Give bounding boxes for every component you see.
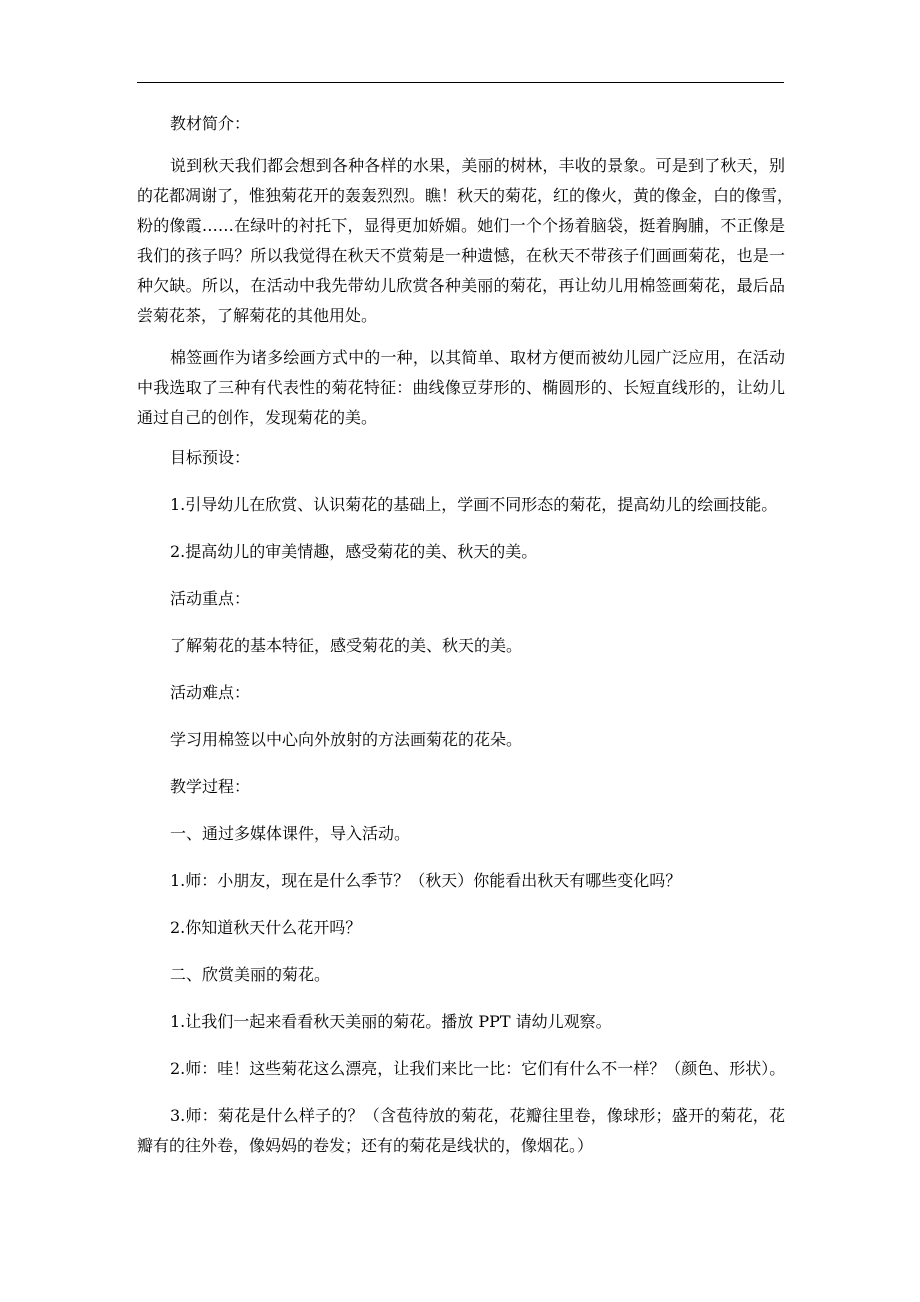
process-step-item: 1.师：小朋友，现在是什么季节？（秋天）你能看出秋天有哪些变化吗？ xyxy=(170,871,682,890)
objective-item: 2.提高幼儿的审美情趣，感受菊花的美、秋天的美。 xyxy=(170,542,538,561)
objective-item: 1.引导幼儿在欣赏、认识菊花的基础上，学画不同形态的菊花，提高幼儿的绘画技能。 xyxy=(170,495,778,514)
key-point-text: 了解菊花的基本特征，感受菊花的美、秋天的美。 xyxy=(170,636,523,655)
heading-objectives: 目标预设： xyxy=(170,448,251,467)
process-step-item: 1.让我们一起来看看秋天美丽的菊花。播放 PPT 请幼儿观察。 xyxy=(170,1012,612,1031)
intro-paragraph-line: 我们的孩子吗？所以我觉得在秋天不赏菊是一种遗憾，在秋天不带孩子们画画菊花，也是一 xyxy=(137,246,785,265)
intro-paragraph-line: 的花都凋谢了，惟独菊花开的轰轰烈烈。瞧！秋天的菊花，红的像火，黄的像金，白的像雪， xyxy=(137,186,794,205)
heading-textbook-intro: 教材简介： xyxy=(170,114,251,133)
heading-key-points: 活动重点： xyxy=(170,589,251,608)
heading-teaching-process: 教学过程： xyxy=(170,777,251,796)
intro-paragraph-line: 尝菊花茶，了解菊花的其他用处。 xyxy=(137,306,378,325)
process-step-item: 2.你知道秋天什么花开吗？ xyxy=(170,918,362,937)
difficulty-text: 学习用棉签以中心向外放射的方法画菊花的花朵。 xyxy=(170,730,523,749)
process-step-heading: 一、通过多媒体课件，导入活动。 xyxy=(170,824,411,843)
method-paragraph-line: 棉签画作为诸多绘画方式中的一种，以其简单、取材方便而被幼儿园广泛应用，在活动 xyxy=(170,348,785,367)
intro-paragraph-line: 粉的像霞……在绿叶的衬托下，显得更加娇媚。她们一个个扬着脑袋，挺着胸脯，不正像是 xyxy=(137,216,785,235)
method-paragraph-line: 通过自己的创作，发现菊花的美。 xyxy=(137,408,378,427)
process-step-item: 2.师：哇！这些菊花这么漂亮，让我们来比一比：它们有什么不一样？（颜色、形状）。 xyxy=(170,1059,786,1078)
intro-paragraph-line: 说到秋天我们都会想到各种各样的水果，美丽的树林，丰收的景象。可是到了秋天，别 xyxy=(170,156,785,175)
heading-difficulties: 活动难点： xyxy=(170,683,251,702)
intro-paragraph-line: 种欠缺。所以，在活动中我先带幼儿欣赏各种美丽的菊花，再让幼儿用棉签画菊花，最后品 xyxy=(137,276,785,295)
header-rule xyxy=(137,82,784,83)
process-step-heading: 二、欣赏美丽的菊花。 xyxy=(170,965,331,984)
process-step-item: 3.师：菊花是什么样子的？（含苞待放的菊花，花瓣往里卷，像球形；盛开的菊花，花 xyxy=(170,1106,785,1125)
process-step-item: 瓣有的往外卷，像妈妈的卷发；还有的菊花是线状的，像烟花。） xyxy=(137,1136,594,1155)
method-paragraph-line: 中我选取了三种有代表性的菊花特征：曲线像豆芽形的、椭圆形的、长短直线形的，让幼儿 xyxy=(137,378,785,397)
